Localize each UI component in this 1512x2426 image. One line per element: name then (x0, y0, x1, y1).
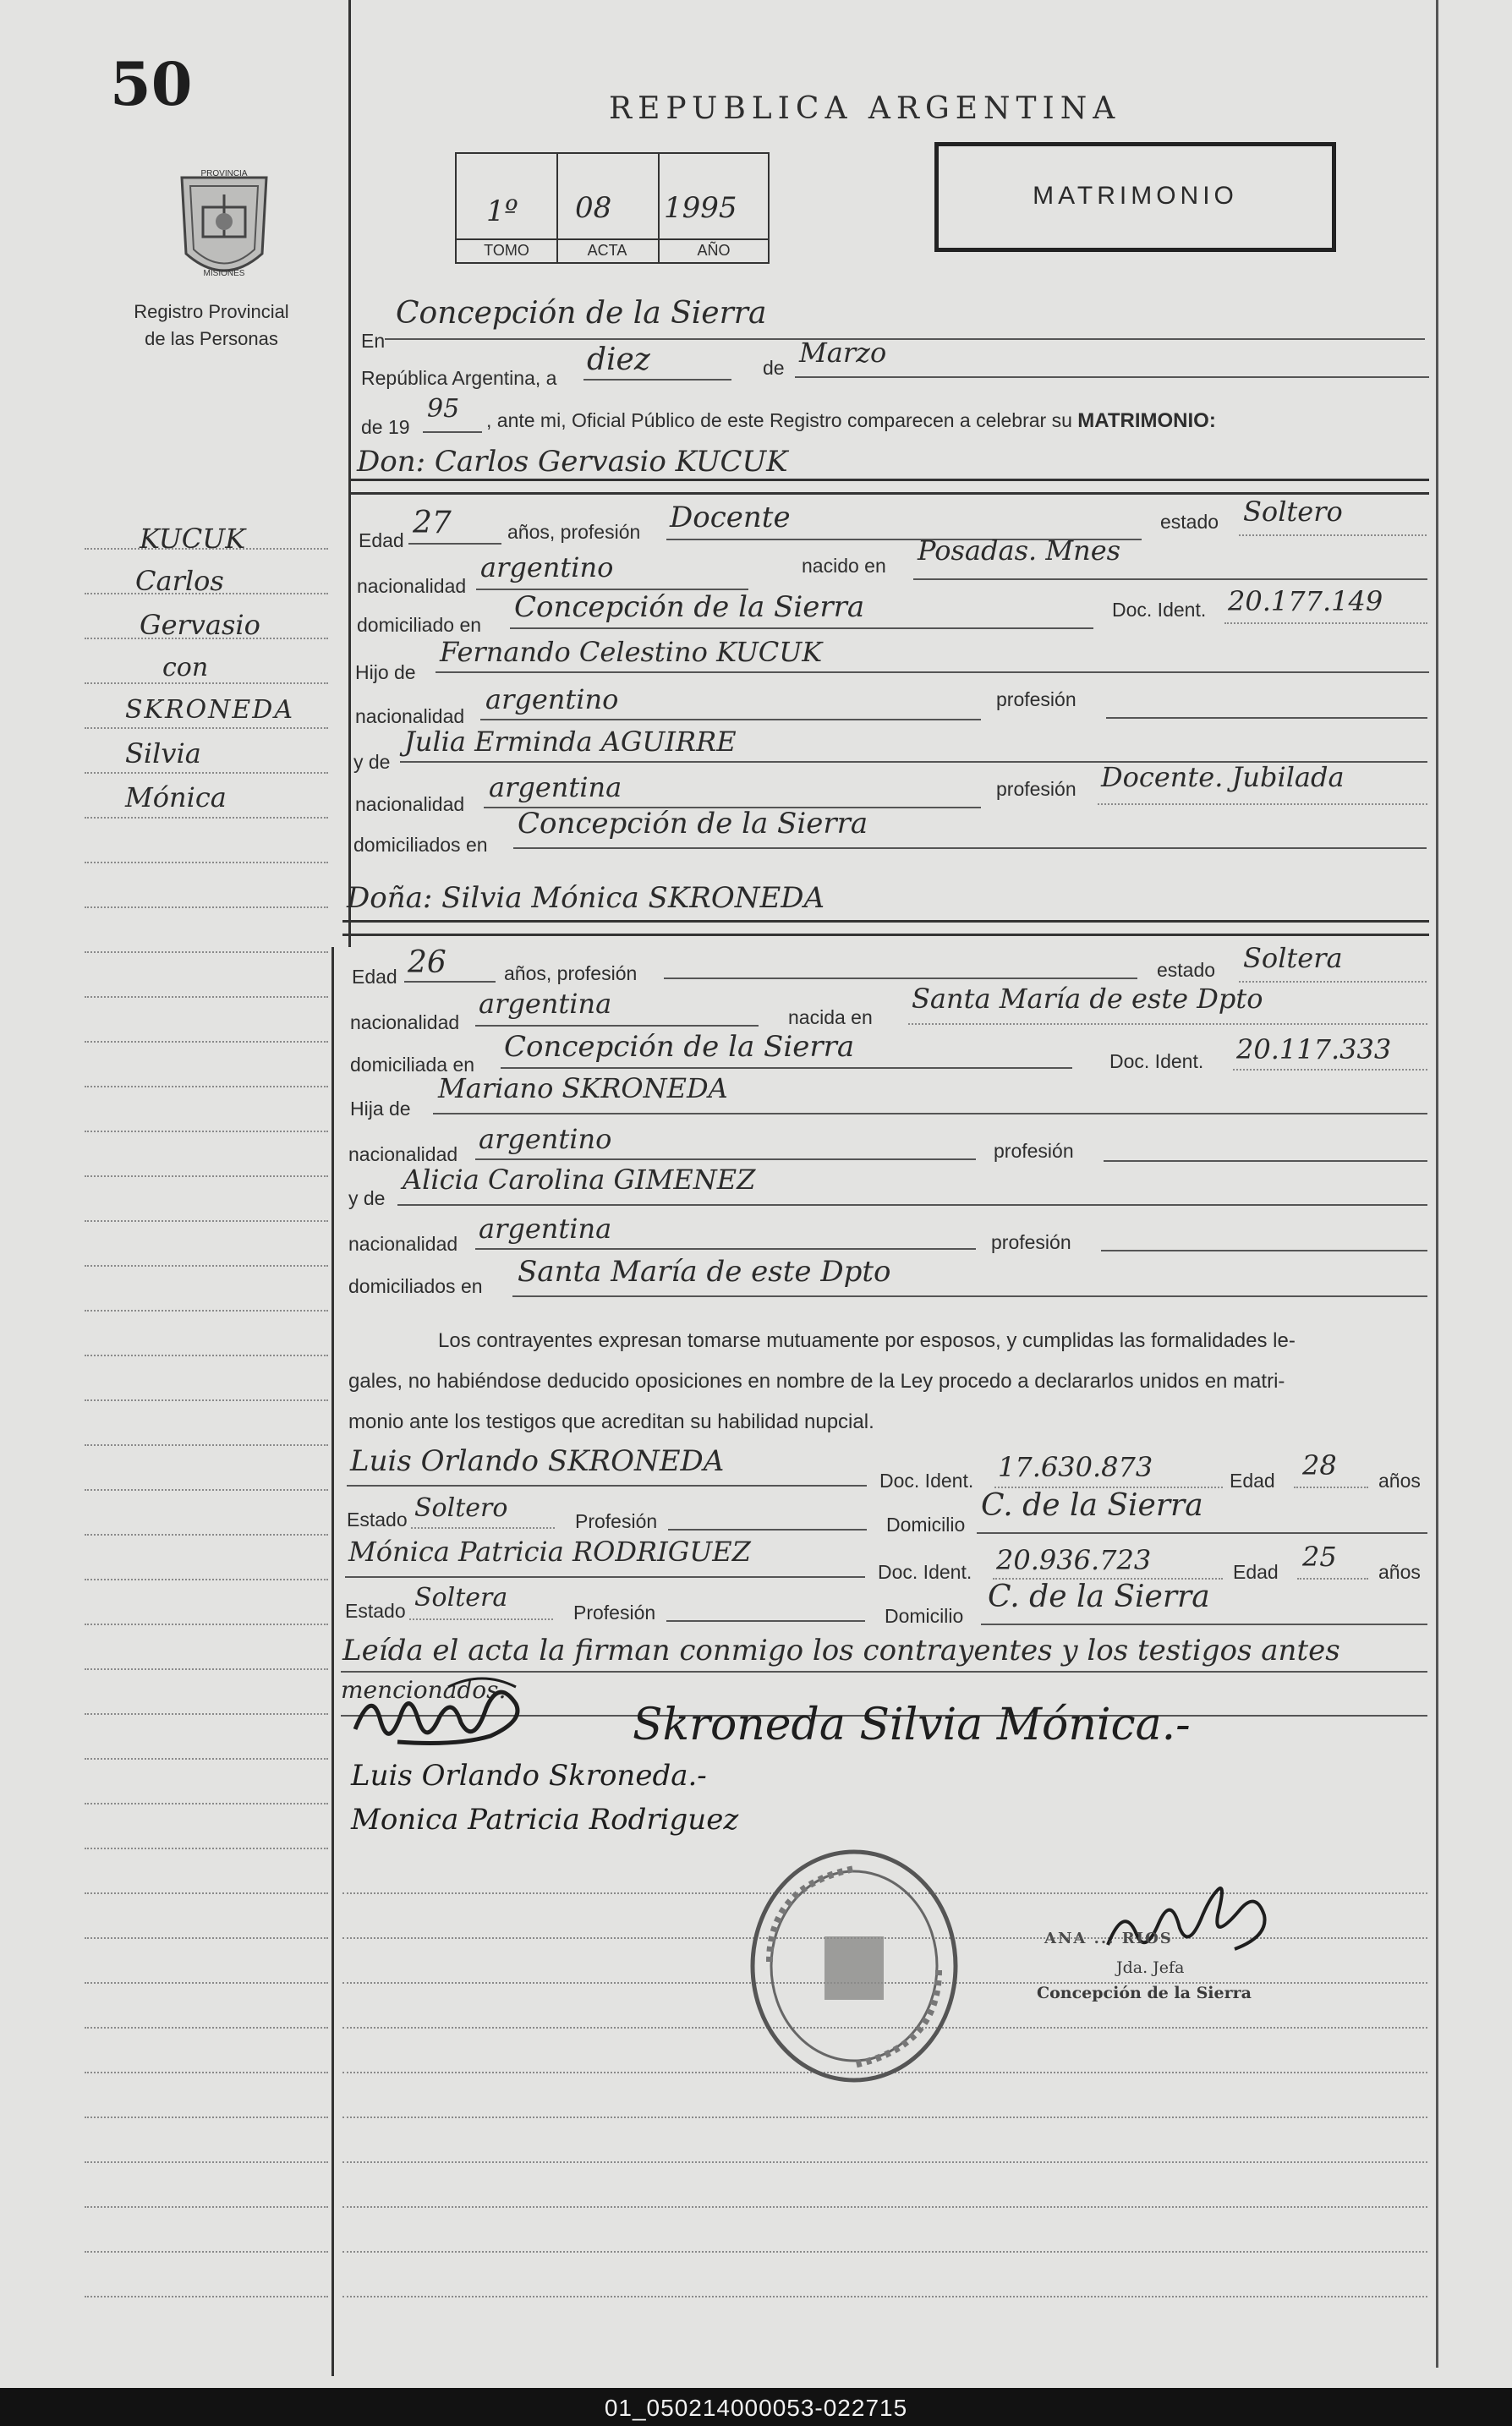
bride-nat-label: nacionalidad (350, 1011, 460, 1033)
margin-ruled-line (85, 1489, 328, 1491)
witness-1-age: 28 (1302, 1449, 1337, 1481)
groom-mother-nationality: argentina (489, 771, 622, 803)
margin-ruled-line (85, 1041, 328, 1043)
margin-ruled-line (85, 638, 328, 639)
groom-nacido-label: nacido en (802, 555, 886, 577)
body-ruled-line (342, 2206, 1427, 2208)
groom-hijo-label: Hijo de (355, 661, 416, 683)
bride-signature: Skroneda Silvia Mónica.- (633, 1700, 1191, 1750)
groom-address: Concepción de la Sierra (514, 590, 865, 624)
declaration-line-3: monio ante los testigos que acreditan su habilidad nupcial. (348, 1410, 874, 1433)
margin-ruled-line (85, 996, 328, 998)
margin-note-4: con (162, 653, 209, 682)
margin-note-3: Gervasio (140, 609, 260, 641)
groom-doc: 20.177.149 (1228, 585, 1383, 617)
witness-1-edad-label: Edad (1230, 1470, 1275, 1492)
groom-father: Fernando Celestino KUCUK (440, 636, 823, 668)
bride-age: 26 (408, 945, 446, 980)
acta-label: ACTA (587, 242, 627, 259)
margin-ruled-line (85, 2296, 328, 2297)
groom-edad-label: Edad (359, 529, 404, 551)
intro-statement-text: , ante mi, Oficial Público de este Registro comparecen a celebrar su (486, 409, 1072, 431)
witness-1-doc: 17.630.873 (998, 1451, 1153, 1483)
witness-1-address: C. de la Sierra (981, 1488, 1203, 1523)
body-ruled-line (342, 2296, 1427, 2297)
bride-mother-nationality: argentina (479, 1213, 612, 1245)
footer-bar (0, 2388, 1512, 2426)
margin-ruled-line (85, 1399, 328, 1401)
groom-status: Soltero (1243, 496, 1343, 528)
witness-2-address: C. de la Sierra (988, 1580, 1210, 1614)
margin-ruled-line (85, 2251, 328, 2253)
bride-address: Concepción de la Sierra (504, 1030, 855, 1064)
groom-title: Don: Carlos Gervasio KUCUK (357, 445, 788, 479)
groom-father-prof-label: profesión (996, 688, 1076, 710)
margin-ruled-line (85, 593, 328, 594)
witness-1-prof-label: Profesión (575, 1510, 658, 1532)
witness-2-status: Soltera (414, 1583, 508, 1613)
marriage-place: Concepción de la Sierra (396, 296, 767, 331)
closing-line-1: Leída el acta la firman conmigo los contrayentes y los testigos antes (342, 1634, 1340, 1668)
margin-ruled-line (85, 1758, 328, 1760)
margin-ruled-line (85, 906, 328, 908)
bride-parents-dom-label: domiciliados en (348, 1275, 483, 1297)
margin-ruled-line (85, 862, 328, 863)
bride-yde-label: y de (348, 1187, 386, 1209)
official-stamp-icon (744, 1843, 964, 2089)
bride-nacida-label: nacida en (788, 1006, 873, 1028)
margin-note-1: KUCUK (140, 523, 246, 555)
witness-2-doc: 20.936.723 (996, 1544, 1152, 1576)
groom-father-nat-label: nacionalidad (355, 705, 465, 727)
bride-title: Doña: Silvia Mónica SKRONEDA (347, 881, 825, 915)
margin-ruled-line (85, 1534, 328, 1536)
bride-parents-address: Santa María de este Dpto (518, 1255, 891, 1289)
margin-ruled-line (85, 2206, 328, 2208)
margin-ruled-line (85, 1444, 328, 1446)
witness-1-signature: Luis Orlando Skroneda.- (351, 1759, 707, 1793)
seal-bottom-text: MISIONES (203, 269, 245, 278)
tomo-label: TOMO (484, 242, 529, 259)
margin-ruled-line (85, 1848, 328, 1849)
act-type-label: MATRIMONIO (1033, 182, 1238, 210)
witness-2-anos-label: años (1378, 1561, 1421, 1583)
margin-divider-bottom (331, 947, 334, 2376)
margin-ruled-line (85, 1624, 328, 1625)
groom-mother-nat-label: nacionalidad (355, 793, 465, 815)
margin-note-6: Silvia (125, 737, 201, 769)
tomo-acta-box (455, 152, 770, 264)
groom-mother-profession: Docente. Jubilada (1101, 761, 1345, 793)
groom-nat-label: nacionalidad (357, 575, 467, 597)
official-signature-icon (1091, 1877, 1294, 1970)
witness-2-doc-label: Doc. Ident. (878, 1561, 972, 1583)
margin-ruled-line (85, 1265, 328, 1267)
margin-ruled-line (85, 951, 328, 953)
year-prefix: de 19 (361, 416, 410, 438)
margin-ruled-line (85, 1937, 328, 1939)
bride-mother: Alicia Carolina GIMENEZ (403, 1164, 756, 1196)
ano-label: AÑO (697, 242, 731, 259)
margin-ruled-line (85, 1355, 328, 1356)
declaration-line-2: gales, no habiéndose deducido oposiciones en nombre de la Ley procedo a declararlos unidos en matri- (348, 1370, 1285, 1393)
bride-father: Mariano SKRONEDA (438, 1072, 728, 1104)
de-label-1: de (763, 357, 785, 379)
margin-ruled-line (85, 1982, 328, 1984)
margin-ruled-line (85, 772, 328, 774)
margin-ruled-line (85, 727, 328, 729)
bride-doc-label: Doc. Ident. (1109, 1050, 1204, 1072)
margin-ruled-line (85, 2072, 328, 2073)
groom-anos-label: años, profesión (507, 521, 641, 543)
witness-2-name: Mónica Patricia RODRIGUEZ (348, 1536, 751, 1568)
margin-ruled-line (85, 1131, 328, 1132)
margin-ruled-line (85, 1086, 328, 1087)
witness-2-prof-label: Profesión (573, 1602, 656, 1624)
margin-note-5: SKRONEDA (125, 695, 295, 725)
registry-line-1: Registro Provincial (134, 301, 289, 322)
margin-divider-top (348, 0, 351, 947)
groom-age: 27 (413, 506, 452, 540)
body-ruled-line (342, 2117, 1427, 2118)
bride-anos-label: años, profesión (504, 962, 638, 984)
witness-2-estado-label: Estado (345, 1600, 406, 1622)
groom-father-nationality: argentino (485, 683, 619, 715)
witness-1-dom-label: Domicilio (886, 1514, 966, 1536)
body-ruled-line (342, 2161, 1427, 2163)
intro-statement-bold: MATRIMONIO: (1077, 409, 1216, 432)
groom-profession: Docente (670, 501, 791, 534)
bride-father-prof-label: profesión (994, 1140, 1074, 1162)
groom-estado-label: estado (1160, 511, 1219, 533)
groom-parents-dom-label: domiciliados en (353, 834, 488, 856)
witness-2-edad-label: Edad (1233, 1561, 1279, 1583)
margin-ruled-line (85, 1220, 328, 1222)
official-line-1: ANA ... RIOS (1044, 1930, 1173, 1947)
acta-value: 08 (575, 191, 612, 225)
witness-2-dom-label: Domicilio (885, 1605, 964, 1627)
bride-mother-prof-label: profesión (991, 1231, 1071, 1253)
margin-ruled-line (85, 1803, 328, 1804)
margin-ruled-line (85, 817, 328, 819)
groom-nationality: argentino (480, 551, 614, 583)
witness-2-signature: Monica Patricia Rodriguez (351, 1803, 739, 1837)
margin-ruled-line (85, 1175, 328, 1177)
official-line-2: Jda. Jefa (1116, 1958, 1185, 1977)
witness-1-estado-label: Estado (347, 1509, 408, 1531)
country-title: REPUBLICA ARGENTINA (609, 91, 1121, 126)
bride-doc: 20.117.333 (1236, 1033, 1392, 1065)
bride-dom-label: domiciliada en (350, 1054, 475, 1076)
bride-birthplace: Santa María de este Dpto (912, 983, 1263, 1015)
intro-statement (486, 409, 1216, 433)
bride-father-nationality: argentino (479, 1123, 612, 1155)
groom-parents-address: Concepción de la Sierra (518, 807, 868, 841)
groom-dom-label: domiciliado en (357, 614, 482, 636)
official-line-3: Concepción de la Sierra (1037, 1984, 1252, 2002)
witness-2-age: 25 (1302, 1541, 1337, 1573)
declaration-line-1: Los contrayentes expresan tomarse mutuamente por esposos, y cumplidas las formalidades le- (438, 1329, 1296, 1352)
bride-father-nat-label: nacionalidad (348, 1143, 458, 1165)
margin-ruled-line (85, 1579, 328, 1580)
groom-mother-prof-label: profesión (996, 778, 1076, 800)
ano-value: 1995 (664, 191, 737, 225)
groom-signature-icon (347, 1670, 550, 1763)
groom-doc-label: Doc. Ident. (1112, 599, 1207, 621)
en-label: En (361, 330, 386, 352)
margin-note-2: Carlos (135, 565, 224, 597)
margin-ruled-line (85, 682, 328, 684)
bride-edad-label: Edad (352, 966, 397, 988)
bride-nationality: argentina (479, 988, 612, 1020)
witness-1-status: Soltero (414, 1493, 508, 1523)
marriage-year: 95 (427, 394, 460, 424)
witness-1-doc-label: Doc. Ident. (879, 1470, 974, 1492)
witness-1-anos-label: años (1378, 1470, 1421, 1492)
margin-ruled-line (85, 1713, 328, 1715)
seal-top-text: PROVINCIA (200, 169, 248, 178)
marriage-day: diez (587, 342, 650, 377)
right-edge-line (1436, 0, 1438, 2368)
witness-1-name: Luis Orlando SKRONEDA (350, 1444, 725, 1478)
margin-ruled-line (85, 2027, 328, 2029)
page-number: 50 (110, 49, 193, 119)
footer-id: 01_050214000053-022715 (604, 2395, 908, 2421)
margin-ruled-line (85, 548, 328, 550)
margin-ruled-line (85, 1668, 328, 1670)
margin-ruled-line (85, 1892, 328, 1894)
margin-note-7: Mónica (125, 781, 227, 813)
bride-status: Soltera (1243, 942, 1343, 974)
closing-line-2: mencionados. (341, 1676, 507, 1704)
bride-estado-label: estado (1157, 959, 1216, 981)
margin-ruled-line (85, 1310, 328, 1312)
groom-yde-label: y de (353, 751, 391, 773)
bride-mother-nat-label: nacionalidad (348, 1233, 458, 1255)
groom-birthplace: Posadas. Mnes (918, 534, 1121, 567)
groom-mother: Julia Erminda AGUIRRE (404, 726, 737, 758)
marriage-month: Marzo (799, 337, 887, 369)
act-type-box (934, 142, 1336, 252)
republic-label: República Argentina, a (361, 367, 557, 389)
margin-ruled-line (85, 2117, 328, 2118)
body-ruled-line (342, 2251, 1427, 2253)
margin-ruled-line (85, 2161, 328, 2163)
registry-line-2: de las Personas (145, 328, 278, 349)
tomo-value: 1º (486, 194, 518, 228)
bride-hija-label: Hija de (350, 1098, 411, 1120)
